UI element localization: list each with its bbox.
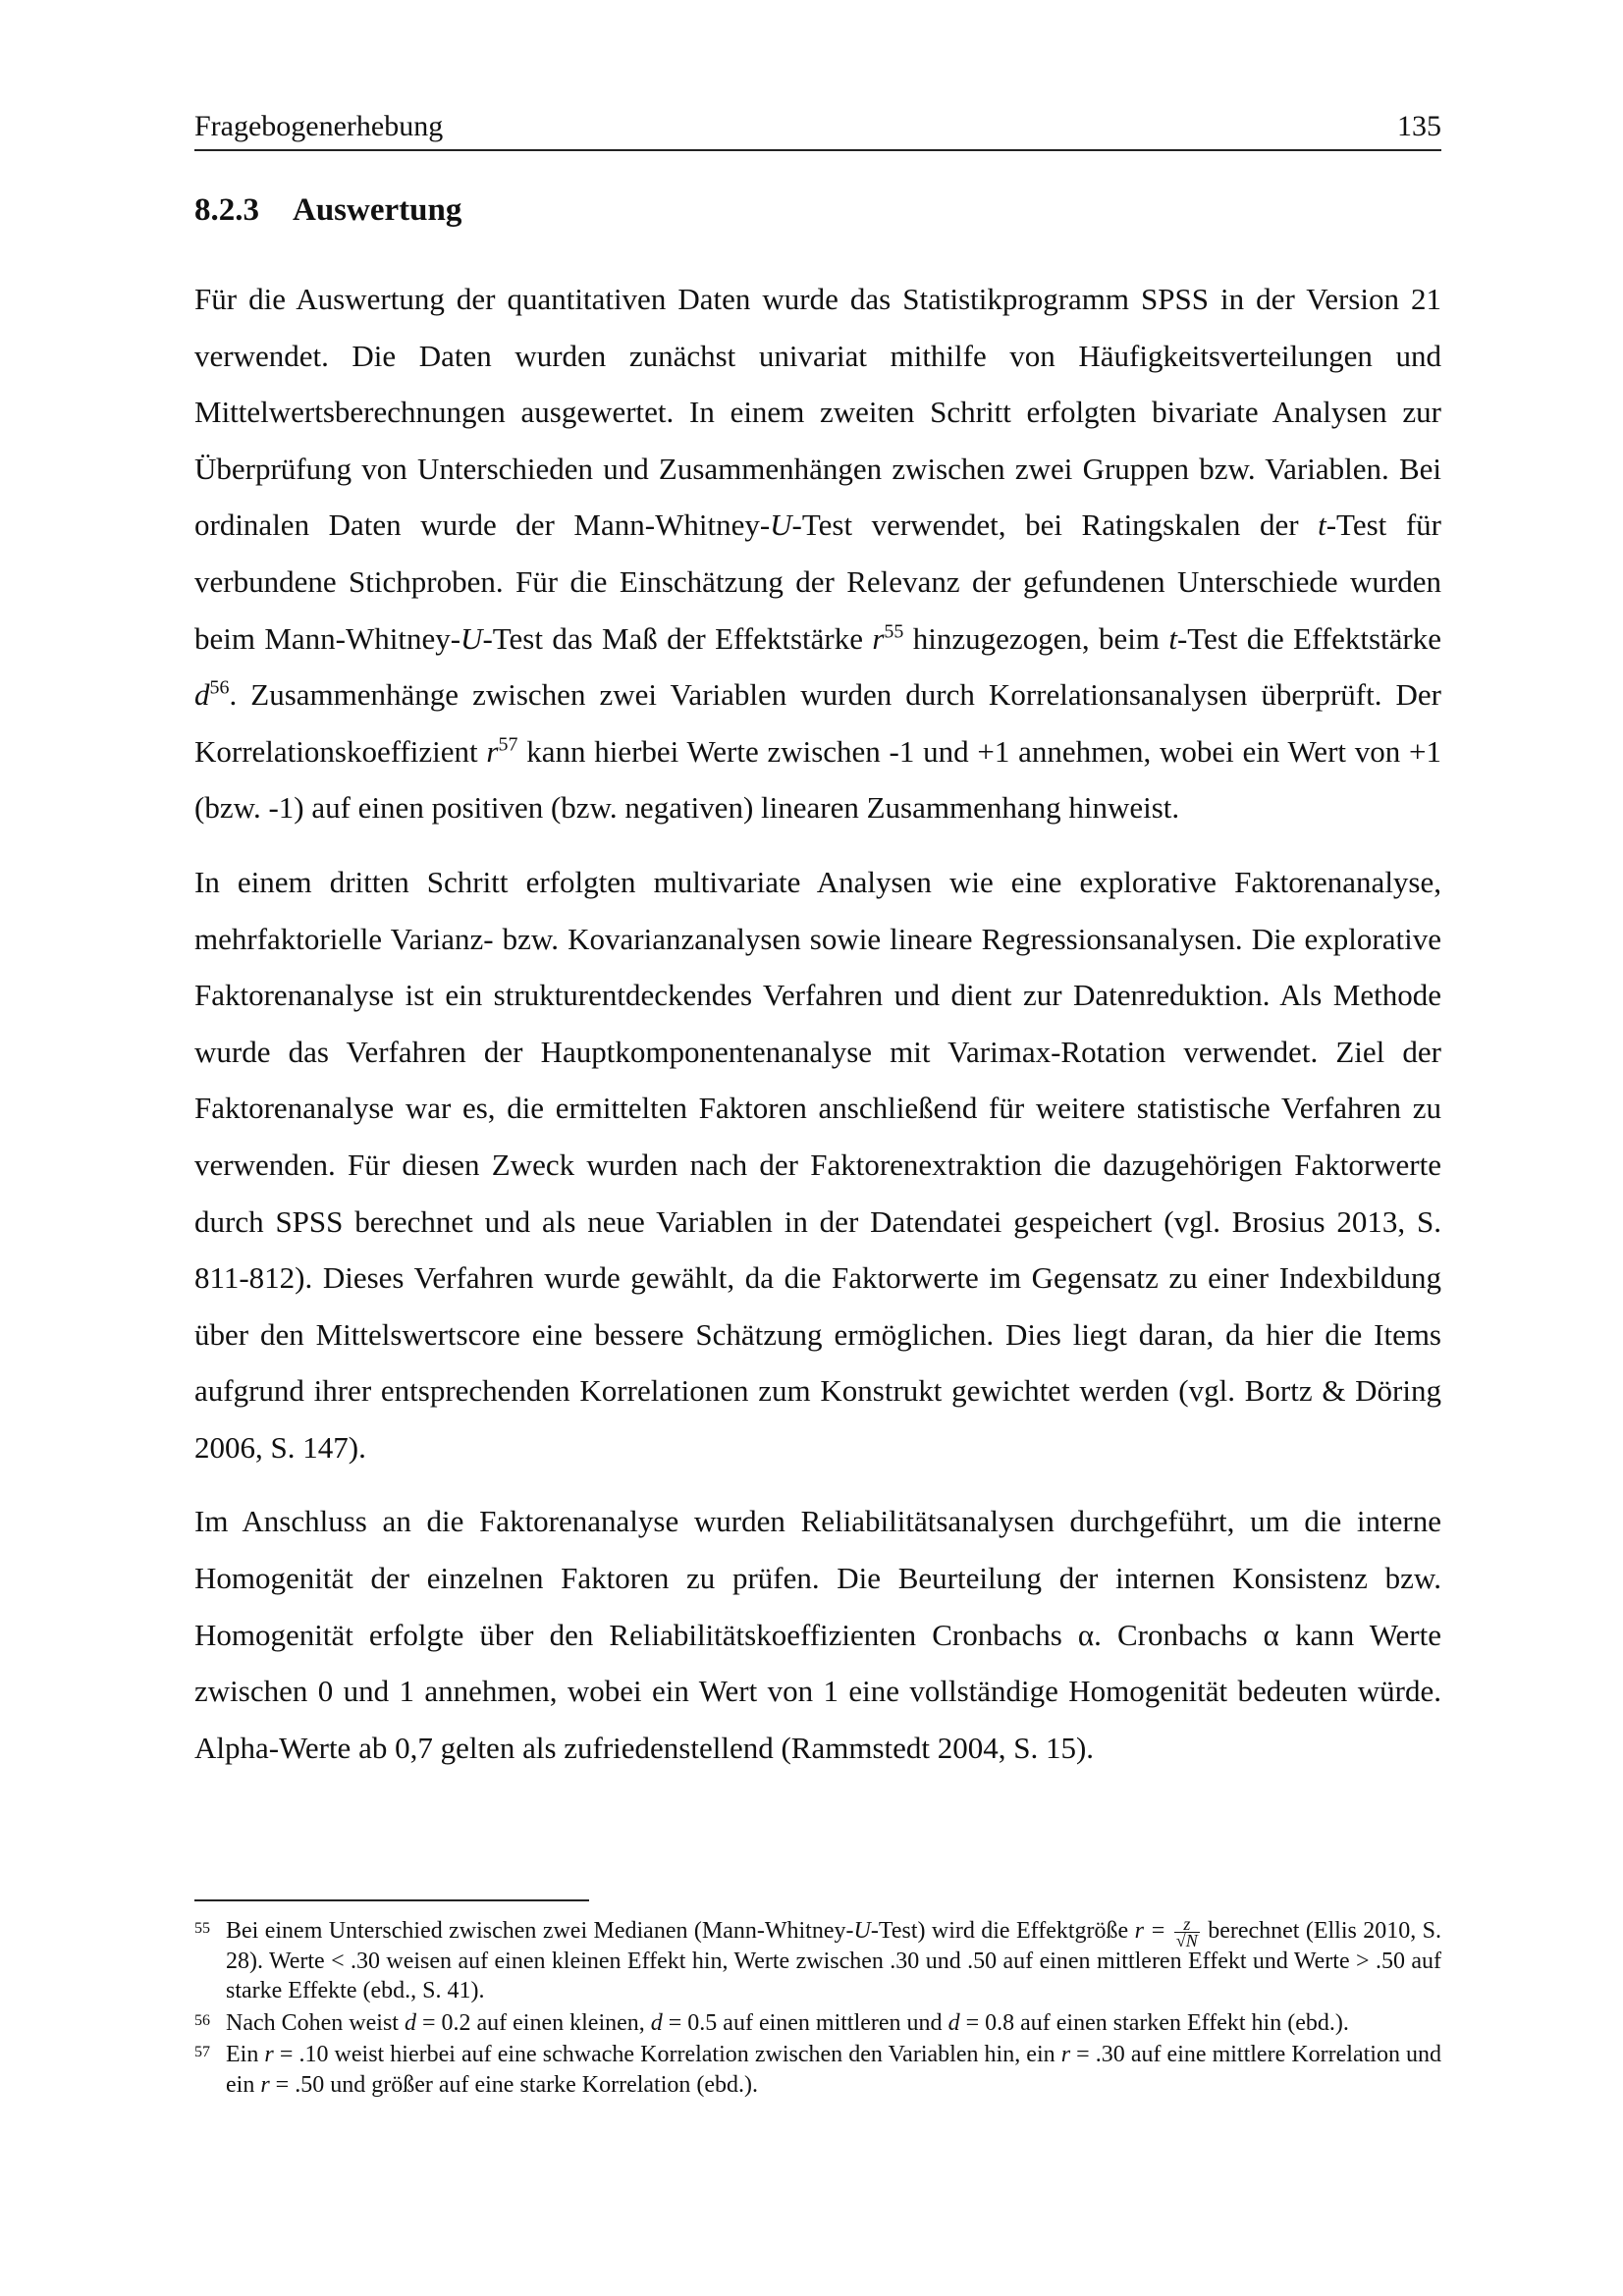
text-run: . Zusammenhänge zwischen zwei Variablen wurden durch Korrelationsanalysen überprüft. Der Korrelationskoeffizient (194, 677, 1441, 769)
text-run: -Test verwendet, bei Ratingskalen der (791, 507, 1319, 543)
formula-lhs: r = (1134, 1918, 1172, 1944)
italic-t: t (1318, 507, 1326, 543)
footnote-55 (194, 1913, 1441, 2006)
footnote-number: 57 (194, 2044, 210, 2060)
footnote-number: 55 (194, 1920, 210, 1937)
text-run: kann hierbei Werte zwischen -1 und +1 annehmen, wobei ein Wert von +1 (bzw. -1) auf einen positiven (bzw. negativen) linearen Zusammenhang hinweist. (194, 733, 1441, 826)
text-run: Nach Cohen weist (226, 2009, 405, 2036)
footnote-ref-56[interactable]: 56 (209, 676, 230, 699)
footnote-separator (194, 1899, 589, 1901)
paragraph-1 (194, 271, 1441, 836)
text-run: berechnet (Ellis 2010, S. 28). Werte < .30 weisen auf einen kleinen Effekt hin, Werte zwischen .30 und .50 auf einen mittleren Effekt und Werte > .50 auf starke Effekte (ebd., S. 41). (226, 1918, 1441, 2003)
paragraph-3: Im Anschluss an die Faktorenanalyse wurden Reliabilitätsanalysen durchgeführt, um die interne Homogenität der einzelnen Faktoren zu prüfen. Die Beurteilung der internen Konsistenz bzw. Homogenität erfolgte über den Reliabilitätskoeffizienten Cronbachs α. Cronbachs α kann Werte zwischen 0 und 1 annehmen, wobei ein Wert von 1 eine vollständige Homogenität bedeuten würde. Alpha-Werte ab 0,7 gelten als zufriedenstellend (Rammstedt 2004, S. 15). (194, 1504, 1441, 1765)
italic-r: r (260, 2071, 270, 2098)
formula-denominator: √N (1175, 1930, 1198, 1950)
italic-r: r (872, 620, 885, 656)
text-run: = .30 auf eine mittlere Korrelation und ein (226, 2042, 1442, 2098)
italic-u: U (460, 620, 483, 656)
section-title: Auswertung (293, 192, 462, 228)
text-run: Für die Auswertung der quantitativen Daten wurde das Statistikprogramm SPSS in der Version 21 verwendet. Die Daten wurden zunächst univariat mithilfe von Häufigkeitsverteilungen und Mittelwertsberechnungen ausgewertet. In einem zweiten Schritt erfolgten bivariate Analysen zur Überprüfung von Unterschieden und Zusammenhängen zwischen zwei Gruppen bzw. Variablen. Bei ordinalen Daten wurde der Mann-Whitney- (194, 282, 1441, 543)
formula-numerator: z (1174, 1916, 1200, 1933)
footnote-ref-55[interactable]: 55 (884, 620, 904, 643)
text-run: -Test das Maß der Effektstärke (482, 620, 873, 656)
footnote-56 (194, 2008, 1441, 2039)
footnotes (194, 1913, 1442, 2102)
italic-t: t (1168, 620, 1177, 656)
formula-fraction (1174, 1913, 1200, 1950)
paragraph-2: In einem dritten Schritt erfolgten multivariate Analysen wie eine explorative Faktorenanalyse, mehrfaktorielle Varianz- bzw. Kovarianzanalysen sowie lineare Regressionsanalysen. Die explorative Faktorenanalyse ist ein strukturentdeckendes Verfahren und dient zur Datenreduktion. Als Methode wurde das Verfahren der Hauptkomponentenanalyse mit Varimax-Rotation verwendet. Ziel der Faktorenanalyse war es, die ermittelten Faktoren anschließend für weitere statistische Verfahren zu verwenden. Für diesen Zweck wurden nach der Faktorenextraktion die dazugehörigen Faktorwerte durch SPSS berechnet und als neue Variablen in der Datendatei gespeichert (vgl. Brosius 2013, S. 811-812). Dieses Verfahren wurde gewählt, da die Faktorwerte im Gegensatz zu einer Indexbildung über den Mittelswertscore eine bessere Schätzung ermöglichen. Dies liegt daran, da hier die Items aufgrund ihrer entsprechenden Korrelationen zum Konstrukt gewichtet werden (vgl. Bortz & Döring 2006, S. 147). (194, 864, 1441, 1465)
text-run: hinzugezogen, beim (903, 620, 1169, 656)
italic-u: U (770, 507, 792, 543)
page-number: 135 (1397, 110, 1441, 142)
section-heading (194, 192, 461, 229)
text-run: = 0.2 auf einen kleinen, (415, 2009, 651, 2036)
italic-r: r (1060, 2042, 1071, 2067)
running-header-title: Fragebogenerhebung (194, 110, 444, 142)
italic-d: d (650, 2009, 663, 2036)
italic-r: r (486, 733, 499, 769)
italic-r: r (264, 2042, 274, 2067)
body-text (194, 271, 1441, 1776)
italic-d: d (194, 677, 210, 713)
text-run: -Test für verbundene Stichproben. Für die Einschätzung der Relevanz der gefundenen Unterschiede wurden beim Mann-Whitney- (194, 507, 1441, 656)
italic-d: d (947, 2009, 960, 2036)
text-run: -Test) wird die Effektgröße (870, 1918, 1135, 1944)
footnote-57 (194, 2040, 1441, 2100)
footnote-ref-57[interactable]: 57 (498, 733, 518, 756)
text-run: = .10 weist hierbei auf eine schwache Korrelation zwischen den Variablen hin, ein (273, 2042, 1061, 2067)
footnote-number: 56 (194, 2011, 210, 2029)
text-run: = .50 und größer auf eine starke Korrelation (ebd.). (269, 2071, 759, 2098)
text-run: Bei einem Unterschied zwischen zwei Medianen (Mann-Whitney- (226, 1918, 854, 1944)
running-header (194, 110, 1441, 151)
text-run: = 0.5 auf einen mittleren und (662, 2009, 948, 2036)
text-run: = 0.8 auf einen starken Effekt hin (ebd.). (959, 2009, 1349, 2036)
text-run: Ein (226, 2042, 265, 2067)
text-run: -Test die Effektstärke (1176, 620, 1441, 656)
italic-u: U (853, 1918, 871, 1944)
italic-d: d (404, 2009, 416, 2036)
section-number: 8.2.3 (194, 192, 259, 228)
